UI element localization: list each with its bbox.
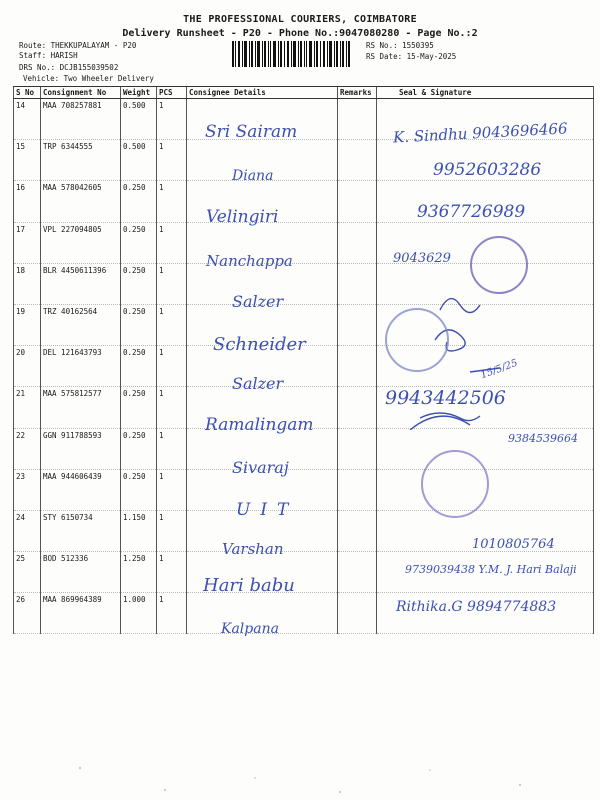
cell-consignment: GGN 911788593 bbox=[41, 428, 121, 469]
cell-consignment: STY 6150734 bbox=[41, 510, 121, 551]
cell-remarks bbox=[338, 263, 377, 304]
col-header-signature: Seal & Signature bbox=[377, 87, 594, 99]
drs-label: DRS No.: DCJB155039502 bbox=[19, 63, 119, 72]
signature-handwriting: 9367726989 bbox=[417, 202, 526, 222]
cell-pcs: 1 bbox=[157, 140, 187, 181]
page-title: THE PROFESSIONAL COURIERS, COIMBATORE bbox=[183, 14, 417, 25]
consignee-handwriting: Schneider bbox=[213, 334, 306, 355]
cell-weight: 1.000 bbox=[121, 593, 157, 634]
cell-consignment: MAA 869964389 bbox=[41, 593, 121, 634]
cell-pcs: 1 bbox=[157, 222, 187, 263]
col-header-remarks: Remarks bbox=[338, 87, 377, 99]
cell-weight: 0.250 bbox=[121, 222, 157, 263]
cell-consignment: DEL 121643793 bbox=[41, 346, 121, 387]
cell-remarks bbox=[338, 304, 377, 345]
signature-handwriting: 1010805764 bbox=[472, 537, 555, 552]
consignee-handwriting: Velingiri bbox=[206, 207, 279, 227]
cell-consignment: MAA 708257881 bbox=[41, 99, 121, 140]
cell-weight: 0.250 bbox=[121, 387, 157, 428]
cell-consignment: BLR 4450611396 bbox=[41, 263, 121, 304]
signature-handwriting: 15/5/25 bbox=[479, 357, 520, 382]
cell-sno: 18 bbox=[14, 263, 41, 304]
cell-remarks bbox=[338, 469, 377, 510]
col-header-consignee: Consignee Details bbox=[187, 87, 338, 99]
cell-weight: 0.250 bbox=[121, 469, 157, 510]
signature-handwriting: K. Sindhu 9043696466 bbox=[392, 119, 568, 147]
cell-pcs: 1 bbox=[157, 469, 187, 510]
consignee-handwriting: Sri Sairam bbox=[205, 122, 298, 142]
cell-weight: 1.150 bbox=[121, 510, 157, 551]
cell-weight: 0.500 bbox=[121, 140, 157, 181]
cell-remarks bbox=[338, 181, 377, 222]
consignee-handwriting: Salzer bbox=[232, 292, 284, 311]
cell-consignment: MAA 578042605 bbox=[41, 181, 121, 222]
signature-handwriting: 9043629 bbox=[393, 251, 451, 266]
cell-pcs: 1 bbox=[157, 181, 187, 222]
cell-consignment: MAA 575812577 bbox=[41, 387, 121, 428]
cell-sno: 22 bbox=[14, 428, 41, 469]
cell-pcs: 1 bbox=[157, 387, 187, 428]
signature-handwriting: 9739039438 Y.M. J. Hari Balaji bbox=[405, 563, 577, 576]
cell-pcs: 1 bbox=[157, 552, 187, 593]
rs-no-label: RS No.: 1550395 bbox=[366, 41, 434, 50]
cell-remarks bbox=[338, 99, 377, 140]
cell-weight: 0.250 bbox=[121, 181, 157, 222]
col-header-weight: Weight bbox=[121, 87, 157, 99]
cell-weight: 0.250 bbox=[121, 428, 157, 469]
cell-weight: 0.250 bbox=[121, 304, 157, 345]
cell-remarks bbox=[338, 346, 377, 387]
consignee-handwriting: Kalpana bbox=[221, 621, 279, 637]
cell-consignment: TRZ 40162564 bbox=[41, 304, 121, 345]
consignee-handwriting: Ramalingam bbox=[205, 415, 314, 435]
barcode bbox=[232, 41, 350, 67]
vehicle-label: Vehicle: Two Wheeler Delivery bbox=[23, 74, 154, 83]
cell-consignment: BOD 512336 bbox=[41, 552, 121, 593]
signature-handwriting: 9384539664 bbox=[508, 432, 578, 445]
consignee-handwriting: Salzer bbox=[232, 374, 284, 393]
consignee-handwriting: Nanchappa bbox=[206, 252, 293, 270]
scan-specks bbox=[0, 760, 600, 800]
consignee-handwriting: Diana bbox=[232, 168, 274, 184]
cell-remarks bbox=[338, 428, 377, 469]
cell-pcs: 1 bbox=[157, 304, 187, 345]
table-row bbox=[14, 469, 594, 510]
route-label: Route: THEKKUPALAYAM - P20 bbox=[19, 41, 137, 50]
cell-sno: 19 bbox=[14, 304, 41, 345]
page-subtitle: Delivery Runsheet - P20 - Phone No.:9047080280 - Page No.:2 bbox=[122, 28, 478, 39]
signature-handwriting: 9952603286 bbox=[433, 160, 542, 180]
cell-sno: 16 bbox=[14, 181, 41, 222]
cell-sno: 23 bbox=[14, 469, 41, 510]
cell-remarks bbox=[338, 593, 377, 634]
cell-remarks bbox=[338, 140, 377, 181]
consignee-handwriting: Hari babu bbox=[203, 575, 295, 596]
cell-weight: 0.250 bbox=[121, 263, 157, 304]
cell-sno: 21 bbox=[14, 387, 41, 428]
cell-pcs: 1 bbox=[157, 99, 187, 140]
seal-stamp bbox=[421, 450, 489, 518]
cell-weight: 0.250 bbox=[121, 346, 157, 387]
col-header-consignment: Consignment No bbox=[41, 87, 121, 99]
cell-pcs: 1 bbox=[157, 428, 187, 469]
cell-sno: 24 bbox=[14, 510, 41, 551]
consignee-handwriting: UIT bbox=[236, 500, 299, 520]
cell-pcs: 1 bbox=[157, 593, 187, 634]
cell-sno: 20 bbox=[14, 346, 41, 387]
cell-sno: 26 bbox=[14, 593, 41, 634]
cell-consignment: TRP 6344555 bbox=[41, 140, 121, 181]
consignee-handwriting: Sivaraj bbox=[232, 458, 289, 477]
staff-label: Staff: HARISH bbox=[19, 51, 78, 60]
col-header-pcs: PCS bbox=[157, 87, 187, 99]
cell-consignment: MAA 944606439 bbox=[41, 469, 121, 510]
cell-weight: 0.500 bbox=[121, 99, 157, 140]
cell-pcs: 1 bbox=[157, 346, 187, 387]
cell-pcs: 1 bbox=[157, 263, 187, 304]
cell-remarks bbox=[338, 552, 377, 593]
cell-remarks bbox=[338, 222, 377, 263]
cell-sno: 14 bbox=[14, 99, 41, 140]
cell-pcs: 1 bbox=[157, 510, 187, 551]
cell-remarks bbox=[338, 387, 377, 428]
rs-date-label: RS Date: 15-May-2025 bbox=[366, 52, 457, 61]
signature-handwriting: Rithika.G 9894774883 bbox=[396, 599, 557, 615]
col-header-sno: S No bbox=[14, 87, 41, 99]
seal-stamp bbox=[385, 308, 449, 372]
cell-sno: 17 bbox=[14, 222, 41, 263]
cell-sno: 15 bbox=[14, 140, 41, 181]
cell-weight: 1.250 bbox=[121, 552, 157, 593]
cell-remarks bbox=[338, 510, 377, 551]
table-header-row bbox=[14, 87, 594, 99]
consignee-handwriting: Varshan bbox=[222, 540, 284, 558]
seal-stamp bbox=[470, 236, 528, 294]
signature-handwriting: 9943442506 bbox=[385, 387, 506, 409]
cell-sno: 25 bbox=[14, 552, 41, 593]
cell-consignment: VPL 227094805 bbox=[41, 222, 121, 263]
